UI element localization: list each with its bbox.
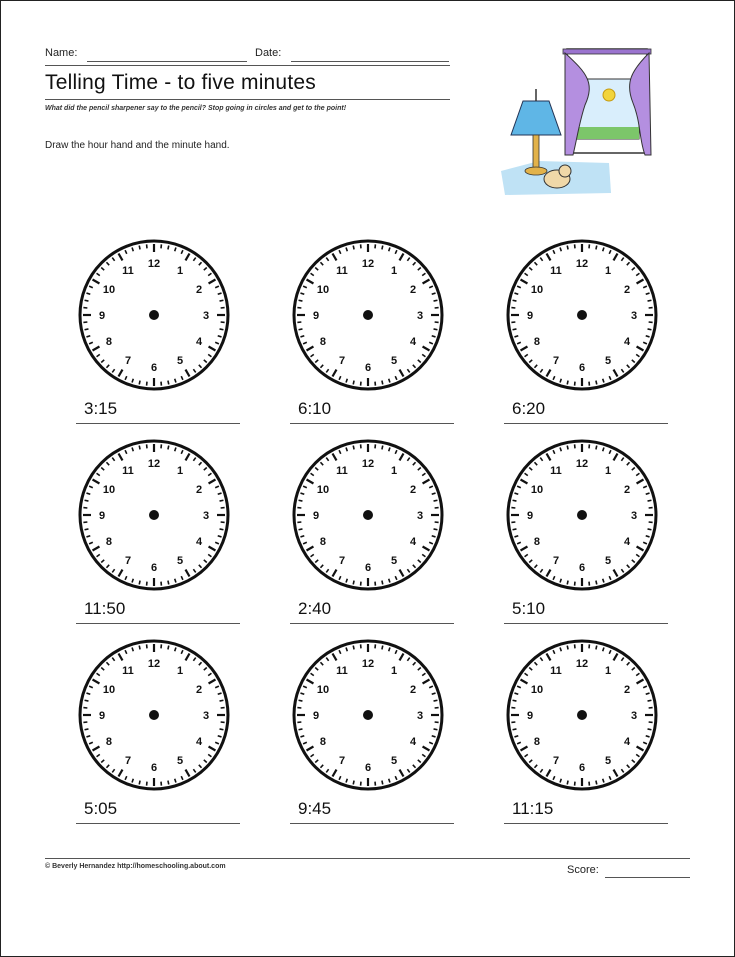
clock-center-dot: [577, 310, 587, 320]
clock-face[interactable]: [76, 237, 236, 397]
clock-answer-line: [76, 423, 240, 424]
clock-numeral: 5: [390, 755, 398, 768]
clock-tick: [299, 700, 303, 701]
clock-item-1: [76, 237, 246, 437]
clock-numeral: 12: [361, 258, 375, 270]
clock-numeral: 9: [98, 710, 106, 722]
clock-numeral: 4: [409, 736, 417, 748]
clock-time-label: 11:50: [84, 599, 126, 618]
clock-tick: [596, 381, 597, 385]
clock-numeral: 11: [550, 464, 562, 477]
clock-tick: [596, 646, 597, 650]
clock-numeral: 8: [319, 336, 327, 348]
clock-numeral: 9: [312, 710, 320, 722]
clock-numeral: 7: [338, 355, 346, 368]
clock-numeral: 3: [630, 510, 638, 522]
clock-tick: [220, 529, 224, 530]
clock-numeral: 6: [578, 562, 586, 574]
clock-time-label: 6:10: [298, 399, 332, 418]
clock-tick: [596, 781, 597, 785]
clock-numeral: 8: [105, 536, 113, 548]
clock-numeral: 4: [409, 536, 417, 548]
clock-numeral: 9: [312, 510, 320, 522]
clock-numeral: 2: [623, 284, 631, 296]
clock-numeral: 6: [578, 762, 586, 774]
clock-numeral: 12: [575, 458, 589, 470]
clock-tick: [139, 446, 140, 450]
clock-center-dot: [149, 310, 159, 320]
clock-tick: [220, 700, 224, 701]
clock-numeral: 2: [195, 484, 203, 496]
clock-item-5: [290, 437, 460, 637]
clock-time-label: 11:15: [512, 799, 554, 818]
clock-tick: [513, 700, 517, 701]
clock-item-6: [504, 437, 674, 637]
clock-time-label: 5:10: [512, 599, 546, 618]
clock-tick: [85, 529, 89, 530]
clock-numeral: 11: [122, 264, 134, 277]
clock-numeral: 12: [361, 658, 375, 670]
clock-numeral: 12: [575, 658, 589, 670]
clock-numeral: 4: [623, 736, 631, 748]
clock-tick: [434, 729, 438, 730]
clock-numeral: 8: [319, 736, 327, 748]
clock-numeral: 10: [530, 684, 544, 696]
clock-numeral: 4: [409, 336, 417, 348]
grass-strip: [577, 127, 639, 139]
clock-numeral: 7: [124, 755, 132, 768]
clock-numeral: 3: [416, 510, 424, 522]
clock-tick: [299, 529, 303, 530]
clock-tick: [353, 781, 354, 785]
clock-item-8: [290, 637, 460, 837]
clock-tick: [513, 729, 517, 730]
clock-tick: [85, 329, 89, 330]
clock-numeral: 9: [526, 510, 534, 522]
clock-numeral: 12: [575, 258, 589, 270]
cat-head: [559, 165, 571, 177]
clock-numeral: 5: [176, 355, 184, 368]
lamp-stand: [533, 135, 539, 169]
clock-numeral: 5: [604, 555, 612, 568]
clock-tick: [85, 500, 89, 501]
clock-numeral: 9: [98, 510, 106, 522]
clock-numeral: 12: [361, 458, 375, 470]
clock-time-label: 2:40: [298, 599, 332, 618]
clock-center-dot: [577, 710, 587, 720]
clock-numeral: 6: [364, 562, 372, 574]
clock-numeral: 8: [105, 736, 113, 748]
clock-tick: [648, 700, 652, 701]
clock-numeral: 1: [604, 664, 612, 677]
clock-numeral: 2: [409, 284, 417, 296]
clock-numeral: 10: [316, 684, 330, 696]
clock-numeral: 1: [604, 464, 612, 477]
clock-answer-line: [290, 623, 454, 624]
clock-time-label: 3:15: [84, 399, 118, 418]
clock-tick: [139, 581, 140, 585]
header-rule-top: [45, 65, 450, 66]
clock-numeral: 11: [550, 264, 562, 277]
clock-tick: [382, 781, 383, 785]
clock-tick: [648, 729, 652, 730]
clock-time-label: 5:05: [84, 799, 118, 818]
clock-tick: [382, 381, 383, 385]
clock-numeral: 6: [578, 362, 586, 374]
clock-tick: [513, 500, 517, 501]
clock-tick: [648, 529, 652, 530]
clock-numeral: 10: [530, 284, 544, 296]
clock-numeral: 2: [409, 684, 417, 696]
clock-numeral: 3: [630, 310, 638, 322]
clock-tick: [139, 246, 140, 250]
clock-numeral: 11: [122, 464, 134, 477]
score-field[interactable]: [605, 877, 690, 878]
clock-center-dot: [363, 310, 373, 320]
date-field[interactable]: [291, 61, 449, 62]
clock-numeral: 8: [319, 536, 327, 548]
clock-numeral: 1: [390, 264, 398, 277]
clock-tick: [299, 329, 303, 330]
lamp-window-illustration-icon: [499, 43, 657, 203]
clock-tick: [353, 246, 354, 250]
clock-tick: [434, 300, 438, 301]
clock-tick: [513, 300, 517, 301]
clock-tick: [382, 246, 383, 250]
clock-tick: [567, 381, 568, 385]
clock-tick: [434, 500, 438, 501]
clock-numeral: 6: [364, 362, 372, 374]
name-label: Name:: [45, 47, 78, 59]
clock-numeral: 10: [102, 684, 116, 696]
clock-numeral: 2: [623, 484, 631, 496]
clock-numeral: 1: [176, 264, 184, 277]
clock-tick: [299, 729, 303, 730]
clock-numeral: 11: [550, 664, 562, 677]
clock-tick: [648, 500, 652, 501]
clock-tick: [434, 700, 438, 701]
clock-numeral: 7: [124, 555, 132, 568]
copyright-text: © Beverly Hernandez http://homeschooling.about.com: [45, 863, 226, 870]
clock-numeral: 4: [195, 536, 203, 548]
clock-tick: [168, 246, 169, 250]
clock-tick: [596, 246, 597, 250]
clock-numeral: 2: [195, 284, 203, 296]
clock-numeral: 1: [390, 464, 398, 477]
clock-numeral: 2: [623, 684, 631, 696]
clock-tick: [299, 300, 303, 301]
clock-numeral: 8: [533, 736, 541, 748]
clock-numeral: 2: [195, 684, 203, 696]
clock-numeral: 3: [630, 710, 638, 722]
clock-numeral: 12: [147, 658, 161, 670]
clock-face[interactable]: [504, 237, 664, 397]
clock-numeral: 5: [390, 355, 398, 368]
clock-numeral: 9: [526, 710, 534, 722]
clock-tick: [382, 446, 383, 450]
clock-numeral: 10: [102, 484, 116, 496]
clock-tick: [85, 300, 89, 301]
clock-tick: [168, 446, 169, 450]
clock-numeral: 1: [604, 264, 612, 277]
clock-numeral: 5: [176, 755, 184, 768]
clock-tick: [434, 329, 438, 330]
clock-numeral: 8: [105, 336, 113, 348]
clock-tick: [139, 381, 140, 385]
clock-numeral: 7: [552, 555, 560, 568]
clock-face[interactable]: [504, 637, 664, 797]
clock-numeral: 4: [623, 336, 631, 348]
clock-tick: [567, 246, 568, 250]
clock-tick: [220, 500, 224, 501]
clock-numeral: 5: [390, 555, 398, 568]
clock-center-dot: [363, 710, 373, 720]
clock-center-dot: [363, 510, 373, 520]
clock-answer-line: [504, 823, 668, 824]
clock-item-3: [504, 237, 674, 437]
clock-tick: [353, 581, 354, 585]
clock-numeral: 4: [623, 536, 631, 548]
clock-numeral: 9: [98, 310, 106, 322]
clock-tick: [513, 529, 517, 530]
instructions-text: Draw the hour hand and the minute hand.: [45, 140, 230, 151]
clock-numeral: 8: [533, 536, 541, 548]
clock-tick: [168, 781, 169, 785]
clock-item-9: [504, 637, 674, 837]
clock-answer-line: [76, 823, 240, 824]
clock-numeral: 1: [176, 664, 184, 677]
clock-tick: [85, 729, 89, 730]
clock-numeral: 7: [338, 555, 346, 568]
clock-tick: [168, 646, 169, 650]
clock-face[interactable]: [76, 437, 236, 597]
clock-tick: [513, 329, 517, 330]
clock-numeral: 1: [390, 664, 398, 677]
curtain-rod: [563, 49, 651, 54]
score-label: Score:: [567, 864, 599, 876]
clock-item-7: [76, 637, 246, 837]
clock-tick: [353, 646, 354, 650]
clock-time-label: 9:45: [298, 799, 332, 818]
clock-numeral: 10: [530, 484, 544, 496]
clock-numeral: 12: [147, 458, 161, 470]
clock-tick: [567, 581, 568, 585]
clock-numeral: 1: [176, 464, 184, 477]
clock-tick: [382, 581, 383, 585]
clock-numeral: 7: [552, 755, 560, 768]
clock-tick: [353, 381, 354, 385]
clock-time-label: 6:20: [512, 399, 546, 418]
clock-center-dot: [149, 510, 159, 520]
clock-numeral: 6: [150, 762, 158, 774]
clock-numeral: 3: [202, 310, 210, 322]
clock-tick: [596, 446, 597, 450]
clock-face[interactable]: [290, 637, 450, 797]
clock-tick: [596, 581, 597, 585]
header-rule-bottom: [45, 99, 450, 100]
clock-numeral: 5: [604, 755, 612, 768]
clock-numeral: 8: [533, 336, 541, 348]
clock-tick: [382, 646, 383, 650]
clock-center-dot: [149, 710, 159, 720]
clock-tick: [299, 500, 303, 501]
clock-numeral: 3: [416, 710, 424, 722]
clock-item-4: [76, 437, 246, 637]
lamp-shade: [511, 101, 561, 135]
clock-tick: [220, 729, 224, 730]
clock-numeral: 7: [124, 355, 132, 368]
clock-numeral: 2: [409, 484, 417, 496]
page-title: Telling Time - to five minutes: [45, 71, 316, 94]
clock-face[interactable]: [290, 437, 450, 597]
footer-rule: [45, 858, 690, 859]
clock-numeral: 6: [150, 562, 158, 574]
clock-numeral: 5: [604, 355, 612, 368]
clock-numeral: 5: [176, 555, 184, 568]
clock-numeral: 3: [202, 510, 210, 522]
clock-numeral: 6: [150, 362, 158, 374]
clock-numeral: 11: [122, 664, 134, 677]
clock-numeral: 4: [195, 336, 203, 348]
name-field[interactable]: [87, 61, 247, 62]
lamp-base: [525, 167, 547, 175]
clock-face[interactable]: [76, 637, 236, 797]
clock-numeral: 3: [416, 310, 424, 322]
clock-numeral: 10: [316, 284, 330, 296]
clock-tick: [85, 700, 89, 701]
clock-numeral: 6: [364, 762, 372, 774]
clock-tick: [139, 646, 140, 650]
clock-numeral: 9: [526, 310, 534, 322]
clock-numeral: 7: [552, 355, 560, 368]
clock-tick: [434, 529, 438, 530]
sun-icon: [603, 89, 615, 101]
clock-tick: [648, 329, 652, 330]
clock-numeral: 7: [338, 755, 346, 768]
clock-tick: [168, 381, 169, 385]
clock-numeral: 12: [147, 258, 161, 270]
clock-answer-line: [504, 423, 668, 424]
clock-answer-line: [504, 623, 668, 624]
clock-numeral: 11: [336, 464, 348, 477]
clock-tick: [648, 300, 652, 301]
clock-tick: [567, 781, 568, 785]
clock-numeral: 4: [195, 736, 203, 748]
clock-tick: [220, 300, 224, 301]
clock-answer-line: [76, 623, 240, 624]
clock-numeral: 10: [316, 484, 330, 496]
clock-answer-line: [290, 823, 454, 824]
clock-numeral: 10: [102, 284, 116, 296]
clock-center-dot: [577, 510, 587, 520]
clock-numeral: 9: [312, 310, 320, 322]
riddle-text: What did the pencil sharpener say to the pencil? Stop going in circles and get to the point!: [45, 105, 347, 112]
clock-tick: [168, 581, 169, 585]
clock-numeral: 11: [336, 664, 348, 677]
clock-answer-line: [290, 423, 454, 424]
clock-tick: [567, 646, 568, 650]
clock-numeral: 3: [202, 710, 210, 722]
clock-tick: [353, 446, 354, 450]
clock-tick: [139, 781, 140, 785]
clock-face[interactable]: [290, 237, 450, 397]
date-label: Date:: [255, 47, 282, 59]
clock-face[interactable]: [504, 437, 664, 597]
clock-tick: [220, 329, 224, 330]
clock-item-2: [290, 237, 460, 437]
clock-numeral: 11: [336, 264, 348, 277]
clock-tick: [567, 446, 568, 450]
